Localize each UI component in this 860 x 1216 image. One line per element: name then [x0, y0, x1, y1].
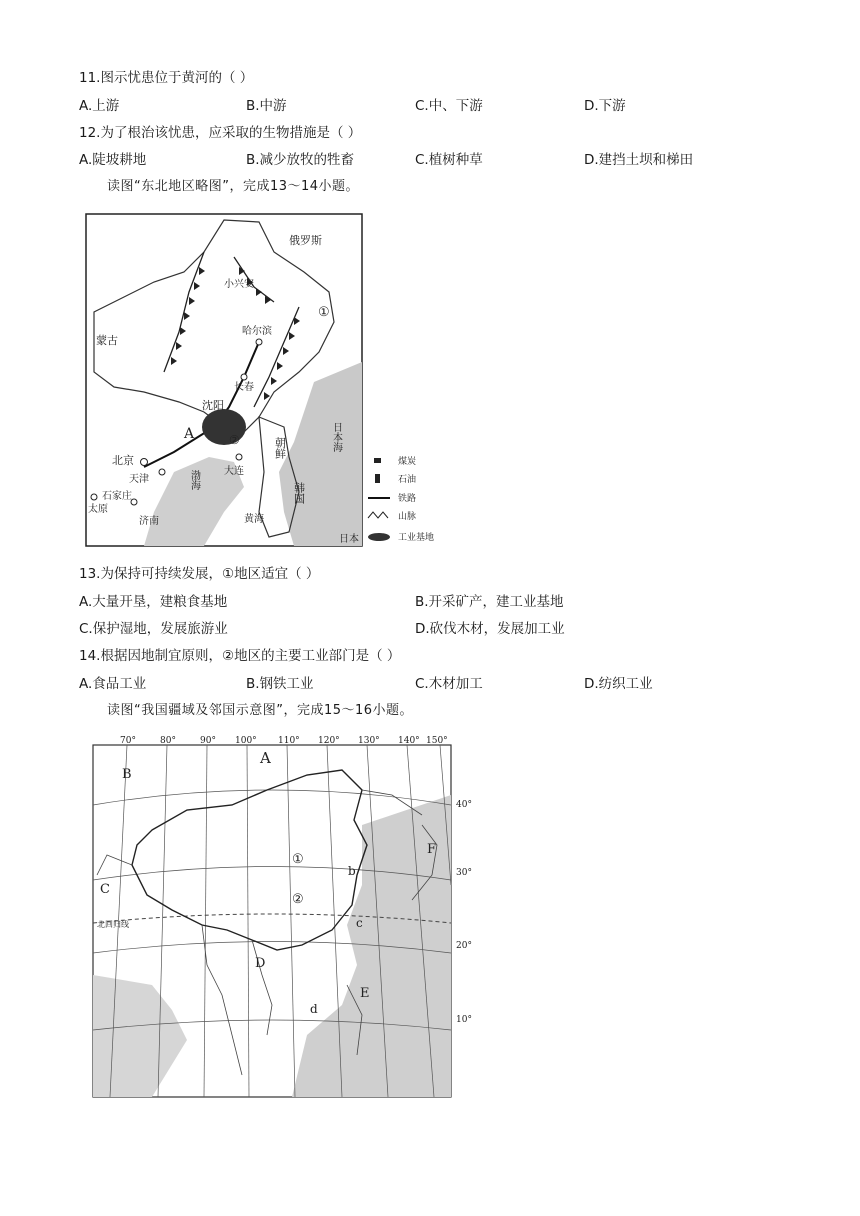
lon-70: 70°	[120, 736, 136, 746]
q14-stem: 14.根据因地制宜原则，②地区的主要工业部门是（ ）	[79, 648, 401, 664]
marker-a: A	[184, 426, 195, 442]
oil-icon	[375, 474, 380, 483]
label-dalian: 大连	[224, 466, 244, 477]
letter-a: A	[260, 749, 271, 767]
q13-option-b[interactable]: B.开采矿产，建工业基地	[415, 594, 564, 610]
label-xiaoxing: 小兴安	[224, 279, 254, 290]
label-south-korea: 韩国	[292, 482, 306, 504]
q12-option-d[interactable]: D.建挡土坝和梯田	[584, 152, 694, 168]
q11-option-c[interactable]: C.中、下游	[415, 98, 483, 114]
q11-stem: 11.图示忧患位于黄河的（ ）	[79, 70, 254, 86]
letter-d-upper: D	[255, 956, 266, 971]
lon-80: 80°	[160, 736, 176, 746]
label-harbin: 哈尔滨	[242, 326, 272, 337]
legend-industrial: 工业基地	[398, 533, 435, 543]
northeast-map	[84, 212, 449, 552]
label-north-korea: 朝鲜	[273, 437, 287, 459]
label-tropic: 北回归线	[97, 920, 129, 929]
coal-icon	[374, 458, 381, 463]
q13-option-a[interactable]: A.大量开垦，建粮食基地	[79, 594, 228, 610]
q14-option-b[interactable]: B.钢铁工业	[246, 676, 314, 692]
marker-1: ①	[318, 305, 330, 320]
letter-b-upper: B	[122, 767, 132, 782]
q13-option-d[interactable]: D.砍伐木材，发展加工业	[415, 621, 565, 637]
lon-100: 100°	[235, 736, 257, 746]
q12-option-c[interactable]: C.植树种草	[415, 152, 483, 168]
letter-c-lower: c	[356, 916, 363, 930]
q11-option-d[interactable]: D.下游	[584, 98, 626, 114]
q11-option-b[interactable]: B.中游	[246, 98, 287, 114]
q12-stem: 12.为了根治该忧患，应采取的生物措施是（ ）	[79, 125, 362, 141]
q12-option-b[interactable]: B.减少放牧的牲畜	[246, 152, 355, 168]
map-legend	[368, 455, 434, 543]
label-jinan: 济南	[139, 516, 159, 527]
legend-oil: 石油	[398, 475, 417, 485]
lat-40: 40°	[456, 800, 472, 810]
q14-option-a[interactable]: A.食品工业	[79, 676, 147, 692]
q11-option-a[interactable]: A.上游	[79, 98, 120, 114]
label-mongolia: 蒙古	[96, 334, 118, 347]
intro-territory-map: 读图“我国疆域及邻国示意图”，完成15～16小题。	[107, 703, 414, 718]
label-tianjin: 天津	[129, 474, 149, 485]
lon-110: 110°	[278, 736, 300, 746]
label-huanghai: 黄海	[244, 514, 264, 525]
label-russia: 俄罗斯	[289, 234, 322, 247]
lon-150: 150°	[426, 736, 448, 746]
legend-coal: 煤炭	[398, 457, 417, 467]
letter-f-upper: F	[427, 842, 437, 857]
label-japan: 日本	[339, 534, 359, 545]
letter-e-upper: E	[360, 986, 370, 1001]
lon-140: 140°	[398, 736, 420, 746]
label-taiyuan: 太原	[88, 504, 108, 515]
industrial-base-icon	[368, 533, 390, 541]
marker-circle-2: ②	[292, 892, 304, 907]
mountain-icon	[368, 512, 388, 518]
letter-b-lower: b	[348, 864, 356, 878]
lon-90: 90°	[200, 736, 216, 746]
label-shijiazhuang: 石家庄	[102, 491, 132, 502]
q13-stem: 13.为保持可持续发展，①地区适宜（ ）	[79, 566, 320, 582]
q14-option-d[interactable]: D.纺织工业	[584, 676, 653, 692]
label-japan-sea: 日本海	[330, 422, 342, 452]
label-shenyang: 沈阳	[202, 399, 224, 412]
label-changchun: 长春	[234, 382, 254, 393]
letter-c-upper: C	[100, 882, 110, 897]
letter-d-lower: d	[310, 1002, 318, 1016]
lat-20: 20°	[456, 941, 472, 951]
q14-option-c[interactable]: C.木材加工	[415, 676, 483, 692]
q13-option-c[interactable]: C.保护湿地，发展旅游业	[79, 621, 228, 637]
lat-30: 30°	[456, 868, 472, 878]
intro-northeast-map: 读图“东北地区略图”，完成13～14小题。	[107, 179, 360, 194]
lon-130: 130°	[358, 736, 380, 746]
marker-2: ②	[229, 433, 240, 447]
legend-railway: 铁路	[398, 494, 417, 504]
territory-map	[92, 735, 477, 1100]
lat-10: 10°	[456, 1015, 472, 1025]
marker-circle-1: ①	[292, 852, 304, 867]
label-bohai: 渤海	[188, 470, 200, 490]
q12-option-a[interactable]: A.陡坡耕地	[79, 152, 147, 168]
legend-mountain: 山脉	[398, 512, 417, 522]
label-beijing: 北京	[112, 454, 134, 467]
lon-120: 120°	[318, 736, 340, 746]
